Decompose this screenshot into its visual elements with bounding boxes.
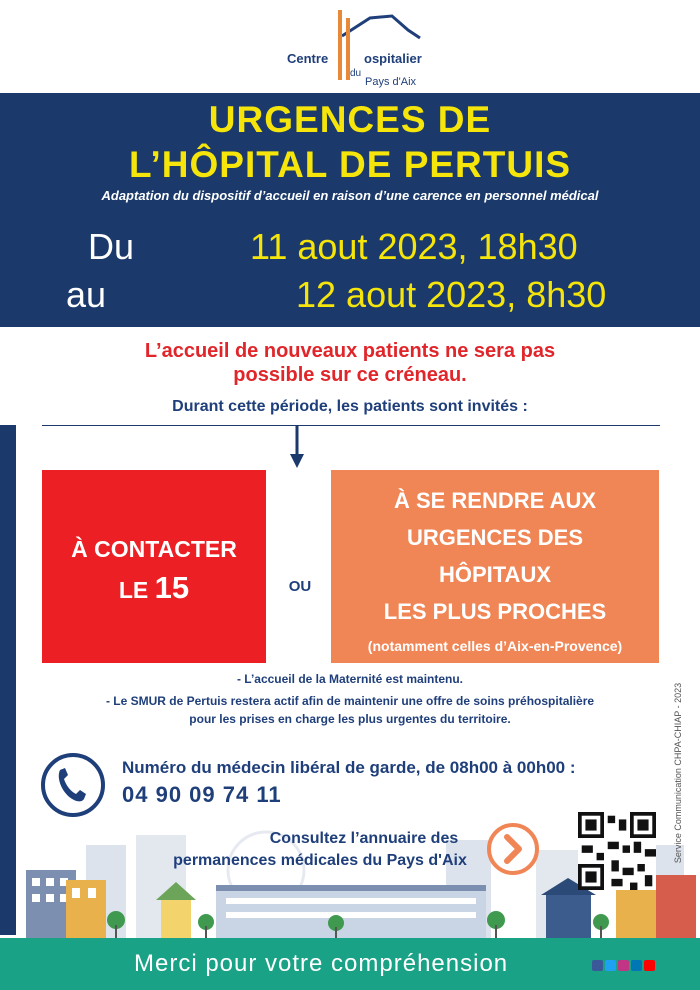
option-contact-line2 bbox=[42, 570, 266, 606]
consult-line1: Consultez l’annuaire des bbox=[269, 830, 459, 847]
option-hospitals-line: À SE RENDRE AUX bbox=[393, 488, 597, 513]
hospital-logo bbox=[280, 8, 430, 88]
mountain-logo-icon bbox=[280, 8, 430, 53]
facebook-icon[interactable] bbox=[592, 960, 603, 971]
warning-line1: L’accueil de nouveaux patients ne sera pas bbox=[144, 340, 556, 362]
chevron-right-icon bbox=[491, 827, 535, 871]
logo-text-hospitalier: ospitalier bbox=[364, 51, 422, 66]
logo-text-du: du bbox=[350, 68, 362, 79]
go-to-directory-button[interactable] bbox=[487, 823, 539, 875]
option-contact-line1: À CONTACTER bbox=[71, 536, 237, 562]
option-contact-prefix: LE bbox=[118, 577, 155, 603]
note-maternity: - L’accueil de la Maternité est maintenu. bbox=[236, 672, 464, 686]
consult-line2: permanences médicales du Pays d'Aix bbox=[173, 852, 467, 869]
note-smur-cont: pour les prises en charge les plus urgentes du territoire. bbox=[189, 712, 511, 726]
logo-text-centre: Centre bbox=[287, 51, 329, 66]
subtitle: Adaptation du dispositif d’accueil en raison d’une carence en personnel médical bbox=[101, 188, 599, 203]
side-credit-text: Service Communication CHPA-CHIAP - 2023 bbox=[673, 682, 683, 864]
phone-icon bbox=[40, 752, 106, 818]
from-label: Du bbox=[88, 226, 135, 267]
option-hospitals-line: URGENCES DES bbox=[406, 525, 584, 550]
phone-number[interactable]: 04 90 09 74 11 bbox=[122, 782, 282, 807]
page-title-line1: URGENCES DE bbox=[208, 99, 492, 140]
logo-text-pays: Pays d'Aix bbox=[365, 76, 417, 88]
option-hospitals-note: (notamment celles d’Aix-en-Provence) bbox=[367, 638, 623, 654]
twitter-icon[interactable] bbox=[605, 960, 616, 971]
or-label: OU bbox=[288, 578, 312, 595]
logo-h-bar bbox=[338, 10, 342, 80]
to-label: au bbox=[66, 274, 107, 315]
note-smur: - Le SMUR de Pertuis restera actif afin de maintenir une offre de soins préhospitalière bbox=[105, 694, 595, 708]
option-hospitals-line: HÔPITAUX bbox=[438, 562, 552, 587]
page-title-line2: L’HÔPITAL DE PERTUIS bbox=[128, 144, 572, 185]
side-credit bbox=[668, 678, 688, 868]
option-contact-number: 15 bbox=[154, 570, 190, 605]
instagram-icon[interactable] bbox=[618, 960, 629, 971]
youtube-icon[interactable] bbox=[644, 960, 655, 971]
option-contact-15 bbox=[42, 470, 266, 663]
warning-line2: possible sur ce créneau. bbox=[233, 364, 467, 386]
footer-thanks: Merci pour votre compréhension bbox=[134, 950, 509, 977]
social-icons bbox=[592, 958, 657, 976]
phone-label: Numéro du médecin libéral de garde, de 08h00 à 00h00 : bbox=[122, 758, 576, 777]
from-date: 11 aout 2023, 18h30 bbox=[250, 226, 578, 267]
linkedin-icon[interactable] bbox=[631, 960, 642, 971]
qr-code[interactable] bbox=[578, 812, 656, 890]
option-hospitals-line: LES PLUS PROCHES bbox=[383, 599, 607, 624]
invite-text: Durant cette période, les patients sont invités : bbox=[172, 398, 528, 415]
divider-line bbox=[42, 425, 660, 426]
arrow-down-icon bbox=[289, 426, 305, 470]
option-go-to-hospitals bbox=[331, 470, 659, 663]
to-date: 12 aout 2023, 8h30 bbox=[296, 274, 607, 315]
